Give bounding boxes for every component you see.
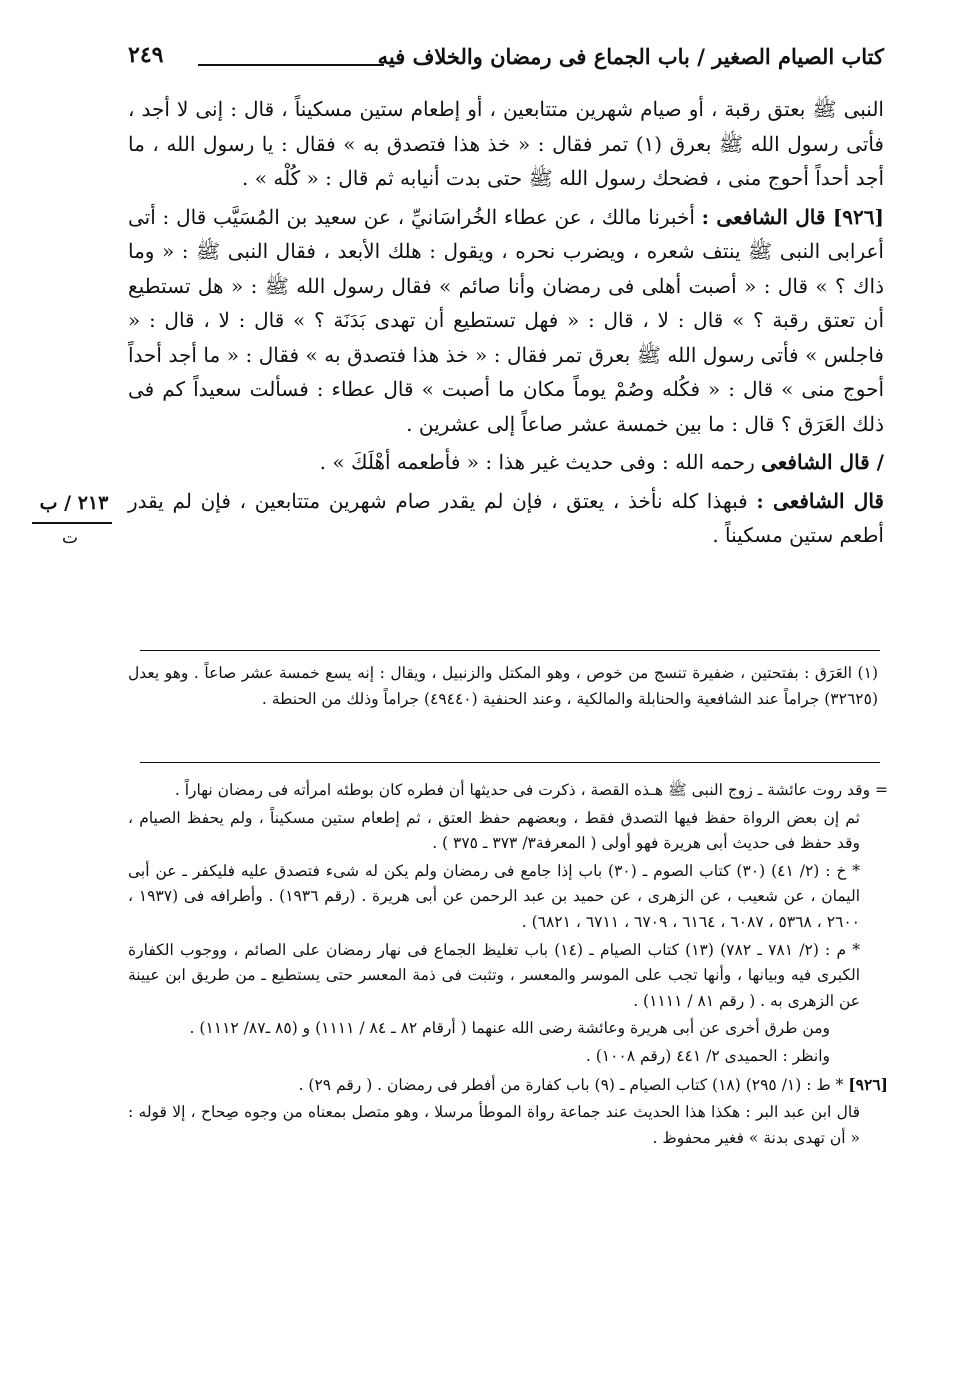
note-humaidi: وانظر : الحميدى ٢/ ٤٤١ (رقم ١٠٠٨) .: [585, 1046, 830, 1065]
note-ibn-abd-al-barr: قال ابن عبد البر : هكذا هذا الحديث عند جماعة رواة الموطأ مرسلا ، وهو متصل بمعناه من وجوه صِحاح ، إلا قوله : « أن تهدى بدنة » فغير محفوظ .: [128, 1103, 860, 1147]
note-narrators: ثم إن بعض الرواة حفظ فيها التصدق فقط ، وبعضهم حفظ العتق ، ثم إطعام ستين مسكيناً ، ولم يحفظ الصيام ، وقد حفظ فى حديث أبى هريرة فهو أولى ( المعرفة٣/ ٣٧٣ ـ ٣٧٥ ) .: [128, 808, 860, 853]
paragraph-926: [128, 200, 884, 442]
shafii-text-1: رحمه الله : وفى حديث غير هذا : « فأطعمه أهْلَكَ » .: [319, 450, 755, 474]
note-aisha: = وقد روت عائشة ـ زوج النبى ﷺ هـذه القصة ، ذكرت فى حديثها أن فطره كان بوطئه امرأته فى رمضان نهاراً .: [174, 781, 888, 799]
note-926: [128, 1072, 888, 1099]
paragraph-3: [128, 445, 884, 480]
footnote-1: (١) العَرَق : بفتحتين ، ضفيرة تنسج من خوص ، وهو المكتل والزنبيل ، ويقال : إنه يسع خمسة عشر صاعاً . وهو يعدل (٣٢٦٢٥) جراماً عند الشافعية والحنابلة والمالكية ، وعند الحنفية (٤٩٤٤٠) جراماً وذلك من الحنطة .: [128, 664, 878, 708]
note-bukhari: * خ : (٢/ ٤١) (٣٠) كتاب الصوم ـ (٣٠) باب إذا جامع فى رمضان ولم يكن له شىء فتصدق عليه فليكفر ـ عن أبى اليمان ، عن شعيب ، عن الزهرى ، عن حميد بن عبد الرحمن عن أبى هريرة . (رقم ١٩٣٦) . وأطرافه فى (١٩٣٧ ، ٢٦٠٠ ، ٥٣٦٨ ، ٦٠٨٧ ، ٦١٦٤ ، ٦٧٠٩ ، ٦٧١١ ، ٦٨٢١) .: [128, 861, 861, 931]
hadith-text: أخبرنا مالك ، عن عطاء الخُراسَانيِّ ، عن سعيد بن المُسَيَّب قال : أتى أعرابى النبى ﷺ ينتف شعره ، ويضرب نحره ، ويقول : هلك الأبعد ، فقال النبى ﷺ : « وما ذاك ؟ » قال : « أصبت أهلى فى رمضان وأنا صائم » فقال رسول الله ﷺ : « هل تستطيع أن تعتق رقبة ؟ » قال : لا ، قال : « فهل تستطيع أن تهدى بَدَنَة ؟ » قال : لا ، قال : « فاجلس » فأتى رسول الله ﷺ بعرق تمر فقال : « خذ هذا فتصدق به » فقال : « ما أجد أحداً أحوج منى » قال : « فكُله وصُمْ يوماً مكان ما أصبت » قال عطاء : فسألت سعيداً كم فى ذلك العَرَق ؟ قال : ما بين خمسة عشر صاعاً إلى عشرين .: [128, 204, 884, 436]
folio-rule: [32, 522, 112, 524]
hadith-number-lead: [٩٢٦] قال الشافعى :: [701, 204, 884, 229]
note-926-number: [٩٢٦]: [848, 1074, 888, 1094]
paragraph-4: [128, 484, 884, 553]
running-header: [128, 38, 884, 78]
shafii-lead-2: قال الشافعى :: [756, 488, 884, 513]
note-926-text: * ط : (١/ ٢٩٥) (١٨) كتاب الصيام ـ (٩) باب كفارة من أفطر فى رمضان . ( رقم ٢٩) .: [298, 1075, 844, 1094]
main-text: [128, 92, 884, 553]
note-muslim: * م : (٢/ ٧٨١ ـ ٧٨٢) (١٣) كتاب الصيام ـ (١٤) باب تغليظ الجماع فى نهار رمضان على الصائم ، ووجوب الكفارة الكبرى فيه وبيانها ، وأنها تجب على الموسر والمعسر ، وتثبت فى ذمة المعسر حتى يستطيع ـ من طريق ابن عيينة عن الزهرى به . ( رقم ٨١ / ١١١١) .: [128, 940, 860, 1010]
note-other-routes: ومن طرق أخرى عن أبى هريرة وعائشة رضى الله عنهما ( أرقام ٨٢ ـ ٨٤ / ١١١١) و (٨٥ ـ٨٧/ ١١١٢) .: [189, 1019, 830, 1038]
page-number: ٢٤٩: [128, 42, 164, 68]
footnote-separator: [140, 650, 880, 651]
shafii-lead-1: / قال الشافعى: [761, 450, 884, 474]
notes-separator: [140, 762, 880, 763]
manuscript-siglum: ت: [62, 528, 79, 548]
header-rule: [198, 64, 384, 66]
paragraph-1: النبى ﷺ بعتق رقبة ، أو صيام شهرين متتابعين ، أو إطعام ستين مسكيناً ، قال : إنى لا أجد ، فأتى رسول الله ﷺ بعرق (١) تمر فقال : « خذ هذا فتصدق به » فقال : يا رسول الله ، ما أجد أحداً أحوج منى ، فضحك رسول الله ﷺ حتى بدت أنيابه ثم قال : « كُلْه » .: [128, 97, 884, 190]
takhrij-notes: [128, 778, 888, 1153]
manuscript-folio-note: [26, 492, 122, 548]
shafii-text-2: فبهذا كله نأخذ ، يعتق ، فإن لم يقدر صام شهرين متتابعين ، فإن لم يقدر أطعم ستين مسكيناً .: [128, 488, 884, 547]
folio-number: ٢١٣ / ب: [39, 492, 109, 514]
header-title: كتاب الصيام الصغير / باب الجماع فى رمضان والخلاف فيه: [377, 44, 884, 69]
